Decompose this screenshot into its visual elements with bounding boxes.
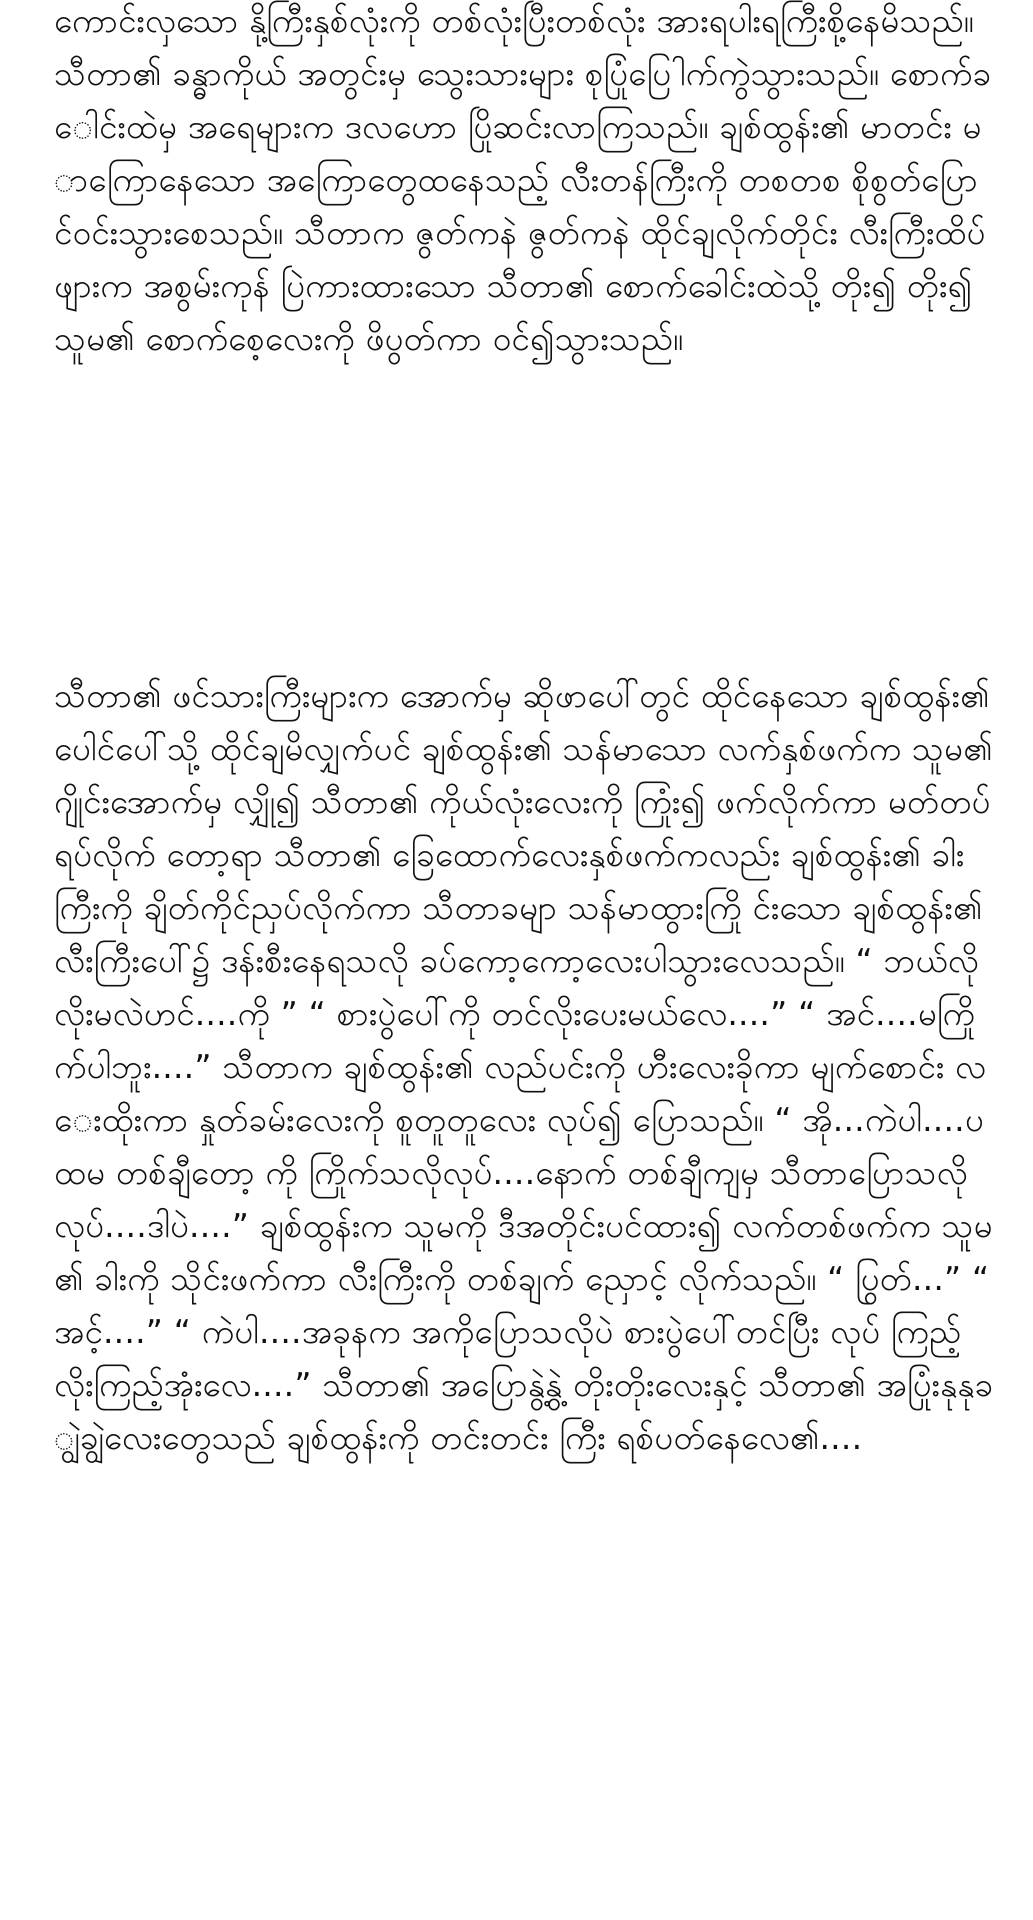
paragraph-2: သီတာ၏ ဖင်သားကြီးများက အောက်မှ ဆိုဖာပေါ်တွင် ထိုင်နေသော ချစ်ထွန်း၏ ပေါင်ပေါ်သို့ ထိုင်ချမိလျှက်ပင် ချစ်ထွန်း၏ သန်မာသော လက်နှစ်ဖက်က သူမ၏ ဂျိုင်းအောက်မှ လျှို၍ သီတာ၏ ကိုယ်လုံးလေးကို ကြုံး၍ ဖက်လိုက်ကာ မတ်တပ်ရပ်လိုက် တော့ရာ သီတာ၏ ခြေထောက်လေးနှစ်ဖက်ကလည်း ချစ်ထွန်း၏ ခါးကြီးကို ချိတ်ကိုင်ညှပ်လိုက်ကာ သီတာခမျာ သန်မာထွားကြို င်းသော ချစ်ထွန်း၏ လီးကြီးပေါ်၌ ဒန်းစီးနေရသလို ခပ်ကော့ကော့လေးပါသွားလေသည်။ “ ဘယ်လို လိုးမလဲဟင်....ကို ” “ စားပွဲပေါ်ကို တင်လိုးပေးမယ်လေ....” “ အင်....မကြိုက်ပါဘူး....” သီတာက ချစ်ထွန်း၏ လည်ပင်းကို ဟီးလေးခိုကာ မျက်စောင်း လေးထိုးကာ နှုတ်ခမ်းလေးကို စူတူတူလေး လုပ်၍ ပြောသည်။ “ အို...ကဲပါ....ပထမ တစ်ချီတော့ ကို ကြိုက်သလိုလုပ်....နောက် တစ်ချီကျမှ သီတာပြောသလိုလုပ်....ဒါပဲ....” ချစ်ထွန်းက သူမကို ဒီအတိုင်းပင်ထား၍ လက်တစ်ဖက်က သူမ၏ ခါးကို သိုင်းဖက်ကာ လီးကြီးကို တစ်ချက် ညှောင့် လိုက်သည်။ “ ပြွတ်...” “ အင့်....” “ ကဲပါ....အခုနက အကိုပြောသလိုပဲ စားပွဲပေါ်တင်ပြီး လုပ် ကြည့် လိုးကြည့်အုံးလေ....” သီတာ၏ အပြောနွဲ့နွဲ့ တိုးတိုးလေးနှင့် သီတာ၏ အပြုံးနုနုချွဲချွဲလေးတွေသည် ချစ်ထွန်းကို တင်းတင်း ကြီး ရစ်ပတ်နေလေ၏.... [54,676,994,1457]
paragraph-1: ကောင်းလှသော နို့ကြီးနှစ်လုံးကို တစ်လုံးပြီးတစ်လုံး အားရပါးရကြီးစို့နေမိသည်။ သီတာ၏ ခန္ဓာကိုယ် အတွင်းမှ သွေးသားများ စုပြုံပြေါက်ကွဲသွားသည်။ စောက်ခေါင်းထဲမှ အရေများက ဒလဟော ပြိုဆင်းလာကြသည်။ ချစ်ထွန်း၏ မာတင်း မာကြောနေသော အကြောတွေထနေသည့် လီးတန်ကြီးကို တစတစ စိုစွတ်ပြောင်ဝင်းသွားစေသည်။ သီတာက ဇွတ်ကနဲ ဇွတ်ကနဲ ထိုင်ချလိုက်တိုင်း လီးကြီးထိပ်ဖျားက အစွမ်းကုန် ပြဲကားထားသော သီတာ၏ စောက်ခေါင်းထဲသို့ တိုး၍ တိုး၍ သူမ၏ စောက်စေ့လေးကို ဖိပွတ်ကာ ဝင်၍သွားသည်။ [54,1,992,358]
reading-page [54,0,994,1920]
